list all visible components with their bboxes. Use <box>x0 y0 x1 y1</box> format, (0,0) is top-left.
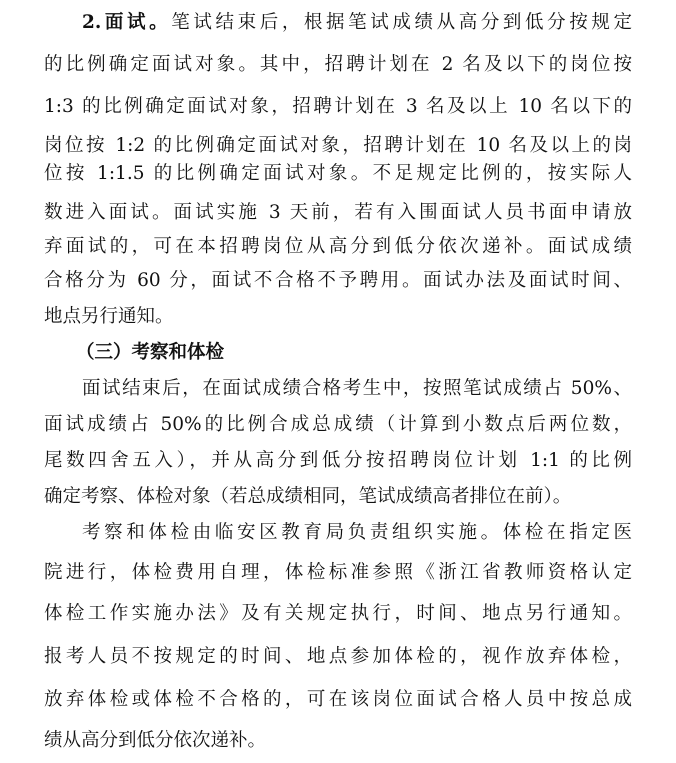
interview-line: 合格分为 60 分，面试不合格不予聘用。面试办法及面试时间、 <box>44 270 632 291</box>
interview-label: 2.面试。 <box>82 12 172 33</box>
exam-para2-line: 绩从高分到低分依次递补。 <box>44 730 267 751</box>
exam-para1-line: 确定考察、体检对象（若总成绩相同，笔试成绩高者排位在前）。 <box>44 486 572 507</box>
interview-line: 地点另行通知。 <box>44 306 174 327</box>
exam-para1-line: 面试成绩占 50%的比例合成总成绩（计算到小数点后两位数， <box>44 414 632 435</box>
exam-para1-line: 尾数四舍五入），并从高分到低分按招聘岗位计划 1:1 的比例 <box>44 450 632 471</box>
exam-para2-line: 院进行，体检费用自理，体检标准参照《浙江省教师资格认定 <box>44 562 632 583</box>
interview-text: 笔试结束后，根据笔试成绩从高分到低分按规定 <box>171 12 632 33</box>
interview-first-line <box>82 6 632 40</box>
interview-line: 弃面试的，可在本招聘岗位从高分到低分依次递补。面试成绩 <box>44 236 632 257</box>
exam-para2-line: 放弃体检或体检不合格的，可在该岗位面试合格人员中按总成 <box>44 689 632 710</box>
exam-para1-line: 面试结束后，在面试成绩合格考生中，按照笔试成绩占 50%、 <box>82 378 632 399</box>
exam-para2-line: 体检工作实施办法》及有关规定执行，时间、地点另行通知。 <box>44 603 632 624</box>
interview-line: 岗位按 1:2 的比例确定面试对象，招聘计划在 10 名及以上的岗 <box>44 135 632 156</box>
interview-line: 位按 1:1.5 的比例确定面试对象。不足规定比例的，按实际人 <box>44 163 632 184</box>
interview-line: 的比例确定面试对象。其中，招聘计划在 2 名及以下的岗位按 <box>44 54 632 75</box>
interview-line: 数进入面试。面试实施 3 天前，若有入围面试人员书面申请放 <box>44 202 632 223</box>
exam-para2-line: 报考人员不按规定的时间、地点参加体检的，视作放弃体检， <box>44 646 632 667</box>
interview-line: 1:3 的比例确定面试对象，招聘计划在 3 名及以上 10 名以下的 <box>44 96 632 117</box>
exam-para2-line: 考察和体检由临安区教育局负责组织实施。体检在指定医 <box>82 522 632 543</box>
section-heading: （三）考察和体检 <box>76 342 225 363</box>
